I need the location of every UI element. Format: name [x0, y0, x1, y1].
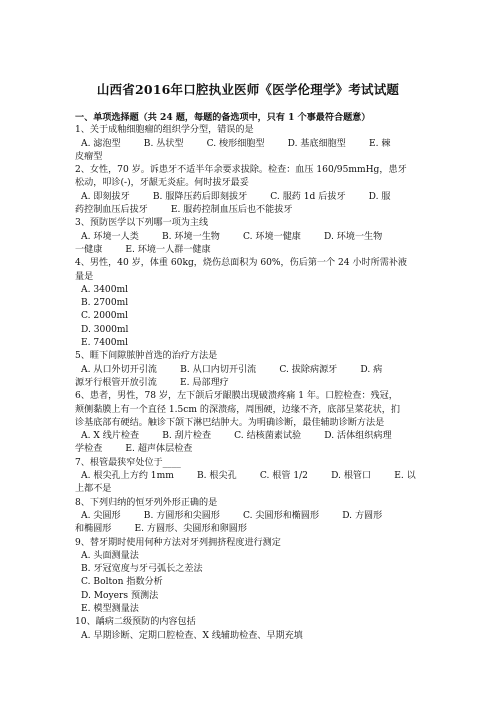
text-line: 学检查 E. 超声体层检查: [75, 444, 193, 455]
text-line: 上都不是: [75, 484, 112, 495]
text-line: 8、下列归纳的恒牙列外形正确的是: [75, 497, 218, 508]
text-line: 9、替牙期时使用何种方法对牙列拥挤程度进行测定: [75, 537, 281, 548]
text-line: 7、根管最狭窄处位于____: [75, 457, 181, 468]
text-line: 10、龋病二级预防的内容包括: [75, 617, 196, 628]
text-line: A. 从口外切开引流 B. 从口内切开引流 C. 拔除病源牙 D. 病: [81, 364, 383, 375]
text-line: A. X 线片检查 B. 刮片检查 C. 结核菌素试验 D. 活体组织病理: [81, 431, 392, 442]
text-line: A. 滤泡型 B. 丛状型 C. 梭形细胞型 D. 基底细胞型 E. 棘: [81, 138, 391, 149]
text-line: 3、预防医学以下列哪一项为主线: [75, 218, 209, 229]
text-line: 2、女性，70 岁。诉患牙不适半年余要求拔除。检查：血压 160/95mmHg，患牙: [75, 165, 407, 176]
text-line: E. 7400ml: [81, 338, 129, 349]
text-line: 诊基底部有硬结。触诊下颌下淋巴结肿大。为明确诊断，最佳辅助诊断方法是: [75, 417, 385, 428]
text-line: 药控制血压后拔牙 E. 服药控制血压后也不能拔牙: [75, 205, 293, 216]
text-line: 量是: [75, 271, 94, 282]
text-line: C. Bolton 指数分析: [81, 577, 163, 588]
text-line: 和椭圆形 E. 方圆形、尖圆形和卵圆形: [75, 524, 247, 535]
text-line: 源牙行根管开放引流 E. 局部理疗: [75, 377, 229, 388]
text-line: 颊侧黏膜上有一个直径 1.5cm 的深溃疡，周围硬，边缘不齐，底部呈菜花状，扪: [75, 404, 400, 415]
text-line: 5、睚下间隙脓肿首选的治疗方法是: [75, 351, 218, 362]
document-body: [75, 111, 425, 643]
question-lines: [75, 124, 425, 643]
document-title: 山西省2016年口腔执业医师《医学伦理学》考试试题: [96, 82, 400, 97]
text-line: A. 头面测量法: [81, 550, 139, 561]
text-line: 6、患者，男性，78 岁，左下颌后牙龈膜出现破溃疼痛 1 年。口腔检查：残冠，: [75, 391, 398, 402]
text-line: A. 即刻拔牙 B. 服降压药后即刻拔牙 C. 服药 1d 后拔牙 D. 服: [81, 191, 391, 202]
text-line: A. 尖圆形 B. 方圆形和尖圆形 C. 尖圆形和椭圆形 D. 方圆形: [81, 510, 383, 521]
text-line: D. 3000ml: [81, 324, 129, 335]
text-line: C. 2000ml: [81, 311, 129, 322]
text-line: 4、男性，40 岁，体重 60kg，烧伤总面积为 60%，伤后第一个 24 小时所需补液: [75, 258, 408, 269]
text-line: B. 2700ml: [81, 298, 129, 309]
text-line: 松动，叩诊(-)，牙龈无炎症。何时拔牙最妥: [75, 178, 249, 189]
text-line: 一健康 E. 环境一人群一健康: [75, 244, 211, 255]
text-line: A. 环境一人类 B. 环境一生物 C. 环境一健康 D. 环境一生物: [81, 231, 383, 242]
text-line: 皮瘤型: [75, 151, 103, 162]
text-line: 1、关于成釉细胞瘤的组织学分型，错误的是: [75, 125, 254, 136]
text-line: E. 模型测量法: [81, 603, 139, 614]
text-line: D. Moyers 预测法: [81, 590, 159, 601]
text-line: A. 3400ml: [81, 284, 129, 295]
text-line: A. 早期诊断、定期口腔检查、X 线辅助检查、早期充填: [81, 630, 303, 641]
text-line: B. 牙冠宽度与牙弓弧长之差法: [81, 564, 203, 575]
section-header: 一、单项选择题（共 24 题，每题的备选项中，只有 1 个事最符合题意）: [75, 112, 371, 123]
text-line: A. 根尖孔上方约 1mm B. 根尖孔 C. 根管 1/2 D. 根管口 E. 以: [81, 471, 416, 482]
